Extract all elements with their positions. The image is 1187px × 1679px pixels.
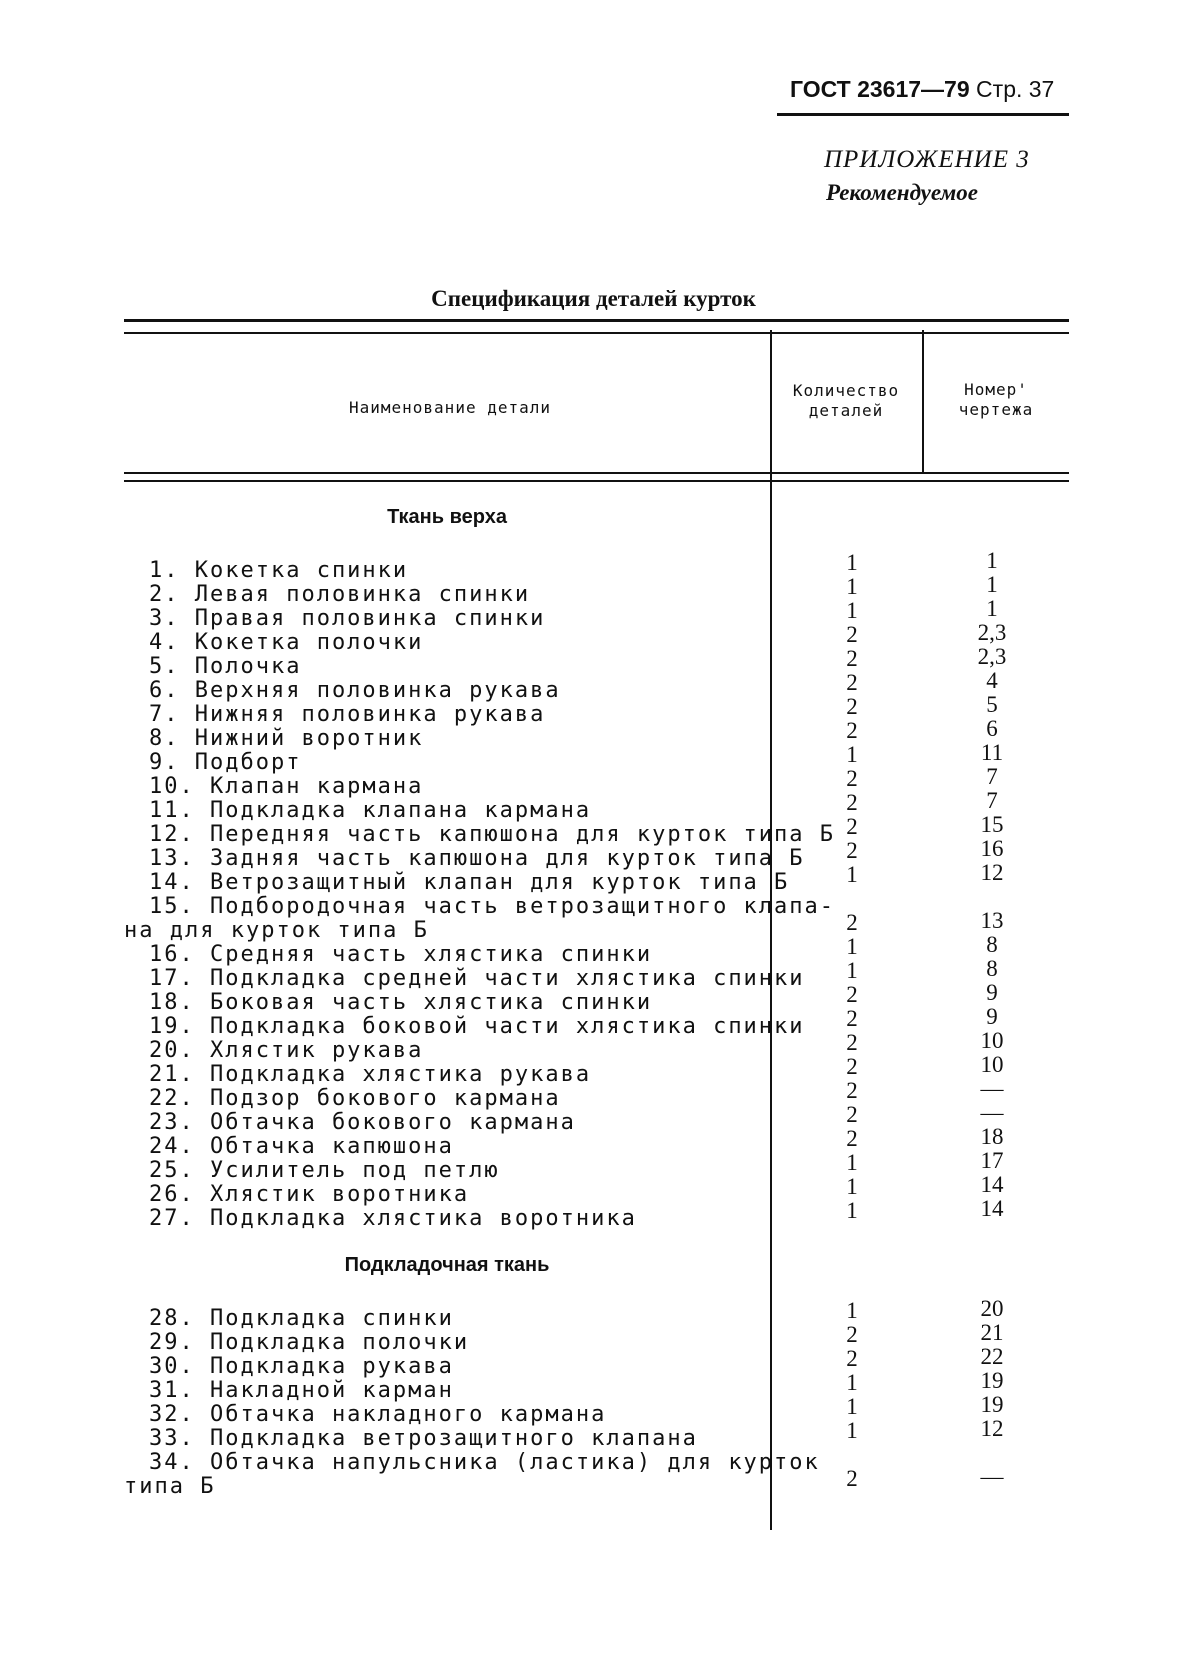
section-title: Ткань верха xyxy=(387,506,507,528)
table-row-qty: 1 xyxy=(846,862,858,887)
table-row-drawing: 11 xyxy=(980,740,1004,765)
table-top-rule xyxy=(124,319,1069,322)
table-row-drawing: 4 xyxy=(986,668,998,693)
col-header-drawing-line1: Номер' xyxy=(964,380,1028,399)
table-row-drawing: 19 xyxy=(980,1392,1004,1417)
table-row-drawing: 2,3 xyxy=(977,620,1007,645)
table-row-name: 4. Кокетка полочки xyxy=(149,630,424,655)
table-row-qty: 1 xyxy=(846,1298,858,1323)
table-title: Спецификация деталей курток xyxy=(431,286,756,311)
table-row-name: 18. Боковая часть хлястика спинки xyxy=(149,990,653,1015)
table-row-qty: 2 xyxy=(846,1126,858,1151)
table-row-name: 10. Клапан кармана xyxy=(149,774,424,799)
table-row-name: 14. Ветрозащитный клапан для курток типа Б xyxy=(149,870,790,895)
table-row-drawing: 12 xyxy=(980,860,1004,885)
table-row-qty: 2 xyxy=(846,718,858,743)
table-row-qty: 2 xyxy=(846,1322,858,1347)
column-divider-2 xyxy=(922,330,924,472)
table-row-qty: 1 xyxy=(846,1418,858,1443)
table-row-drawing: 7 xyxy=(986,788,998,813)
table-row-name: 23. Обтачка бокового кармана xyxy=(149,1110,576,1135)
table-row-name: типа Б xyxy=(124,1474,216,1499)
table-row-name: 3. Правая половинка спинки xyxy=(149,606,546,631)
table-row-drawing: 18 xyxy=(980,1124,1004,1149)
table-row-qty: 2 xyxy=(846,1102,858,1127)
table-row-name: 29. Подкладка полочки xyxy=(149,1330,470,1355)
table-top-rule-thin xyxy=(124,332,1069,334)
table-row-drawing: — xyxy=(980,1076,1004,1101)
table-row-name: 22. Подзор бокового кармана xyxy=(149,1086,561,1111)
table-row-qty: 2 xyxy=(846,1346,858,1371)
page-header xyxy=(790,76,1072,103)
table-row-name: 17. Подкладка средней части хлястика спинки xyxy=(149,966,805,991)
table-row-name: 27. Подкладка хлястика воротника xyxy=(149,1206,637,1231)
table-row-drawing: 8 xyxy=(986,932,998,957)
table-row-qty: 1 xyxy=(846,1174,858,1199)
table-row-name: 24. Обтачка капюшона xyxy=(149,1134,454,1159)
section-title: Подкладочная ткань xyxy=(344,1254,550,1276)
table-row-qty: 2 xyxy=(846,1078,858,1103)
table-row-name: 2. Левая половинка спинки xyxy=(149,582,531,607)
table-row-name: 33. Подкладка ветрозащитного клапана xyxy=(149,1426,698,1451)
table-row-qty: 1 xyxy=(846,1370,858,1395)
table-row-drawing: 7 xyxy=(986,764,998,789)
table-row-drawing: 16 xyxy=(980,836,1004,861)
table-row-drawing: — xyxy=(980,1464,1004,1489)
table-row-drawing: 19 xyxy=(980,1368,1004,1393)
table-row-drawing: 10 xyxy=(980,1052,1004,1077)
table-row-qty: 2 xyxy=(846,1466,858,1491)
table-row-qty: 1 xyxy=(846,598,858,623)
table-row-drawing: 8 xyxy=(986,956,998,981)
table-row-qty: 2 xyxy=(846,694,858,719)
col-header-drawing-line2: чертежа xyxy=(958,400,1034,419)
table-row-qty: 1 xyxy=(846,958,858,983)
col-header-qty-line1: Количество xyxy=(792,381,900,400)
table-row-drawing: 14 xyxy=(980,1196,1004,1221)
table-row-drawing: 13 xyxy=(980,908,1004,933)
column-divider-1 xyxy=(770,330,772,1530)
table-row-qty: 2 xyxy=(846,670,858,695)
table-row-drawing: 1 xyxy=(986,572,998,597)
col-header-qty-line2: деталей xyxy=(808,401,884,420)
table-row-drawing: 22 xyxy=(980,1344,1004,1369)
col-header-qty xyxy=(775,381,917,421)
page-number: Стр. 37 xyxy=(976,76,1055,102)
table-row-qty: 2 xyxy=(846,814,858,839)
table-row-qty: 2 xyxy=(846,646,858,671)
header-rule xyxy=(777,113,1069,116)
table-row-qty: 2 xyxy=(846,910,858,935)
table-row-drawing: 21 xyxy=(980,1320,1004,1345)
table-row-qty: 2 xyxy=(846,1006,858,1031)
table-row-drawing: 2,3 xyxy=(977,644,1007,669)
table-row-name: 28. Подкладка спинки xyxy=(149,1306,454,1331)
table-row-qty: 1 xyxy=(846,1150,858,1175)
table-row-name: 25. Усилитель под петлю xyxy=(149,1158,500,1183)
table-row-name: 9. Подборт xyxy=(149,750,302,775)
table-row-name: 30. Подкладка рукава xyxy=(149,1354,454,1379)
table-row-drawing: 1 xyxy=(986,596,998,621)
table-row-name: 26. Хлястик воротника xyxy=(149,1182,470,1207)
table-row-drawing: 20 xyxy=(980,1296,1004,1321)
appendix-title: ПРИЛОЖЕНИЕ 3 xyxy=(824,146,1030,173)
table-row-name: 20. Хлястик рукава xyxy=(149,1038,424,1063)
table-row-drawing: 9 xyxy=(986,980,998,1005)
table-row-qty: 1 xyxy=(846,574,858,599)
table-row-drawing: 17 xyxy=(980,1148,1004,1173)
table-row-qty: 2 xyxy=(846,982,858,1007)
table-row-name: 1. Кокетка спинки xyxy=(149,558,409,583)
standard-number: ГОСТ 23617—79 xyxy=(790,76,970,102)
table-row-name: 34. Обтачка напульсника (ластика) для курток xyxy=(149,1450,820,1475)
table-row-drawing: 10 xyxy=(980,1028,1004,1053)
table-row-name: 31. Накладной карман xyxy=(149,1378,454,1403)
table-row-drawing: — xyxy=(980,1100,1004,1125)
table-row-name: 5. Полочка xyxy=(149,654,302,679)
table-row-name: 19. Подкладка боковой части хлястика спинки xyxy=(149,1014,805,1039)
table-row-name: 7. Нижняя половинка рукава xyxy=(149,702,546,727)
table-row-qty: 2 xyxy=(846,1054,858,1079)
header-bottom-rule-2 xyxy=(124,480,1069,482)
table-row-drawing: 14 xyxy=(980,1172,1004,1197)
table-row-qty: 2 xyxy=(846,766,858,791)
table-row-name: 11. Подкладка клапана кармана xyxy=(149,798,592,823)
table-row-name: 32. Обтачка накладного кармана xyxy=(149,1402,607,1427)
table-row-drawing: 9 xyxy=(986,1004,998,1029)
table-row-drawing: 12 xyxy=(980,1416,1004,1441)
table-row-name: 13. Задняя часть капюшона для курток типа Б xyxy=(149,846,805,871)
table-row-qty: 2 xyxy=(846,622,858,647)
table-row-name: 16. Средняя часть хлястика спинки xyxy=(149,942,653,967)
table-row-name: 15. Подбородочная часть ветрозащитного клапа- xyxy=(149,894,836,919)
table-row-drawing: 5 xyxy=(986,692,998,717)
table-row-qty: 1 xyxy=(846,1394,858,1419)
table-row-name: 6. Верхняя половинка рукава xyxy=(149,678,561,703)
header-bottom-rule xyxy=(124,472,1069,474)
table-row-name: 21. Подкладка хлястика рукава xyxy=(149,1062,592,1087)
table-row-qty: 1 xyxy=(846,550,858,575)
table-row-qty: 2 xyxy=(846,790,858,815)
table-row-qty: 1 xyxy=(846,934,858,959)
appendix-subtitle: Рекомендуемое xyxy=(826,180,978,205)
table-row-drawing: 6 xyxy=(986,716,998,741)
table-row-name: 8. Нижний воротник xyxy=(149,726,424,751)
table-row-name: на для курток типа Б xyxy=(124,918,429,943)
table-row-drawing: 1 xyxy=(986,548,998,573)
table-row-qty: 1 xyxy=(846,742,858,767)
table-row-qty: 2 xyxy=(846,1030,858,1055)
table-row-drawing: 15 xyxy=(980,812,1004,837)
table-row-qty: 1 xyxy=(846,1198,858,1223)
table-row-name: 12. Передняя часть капюшона для курток типа Б xyxy=(149,822,836,847)
table-row-qty: 2 xyxy=(846,838,858,863)
col-header-name: Наименование детали xyxy=(348,398,552,417)
col-header-drawing xyxy=(926,380,1066,420)
